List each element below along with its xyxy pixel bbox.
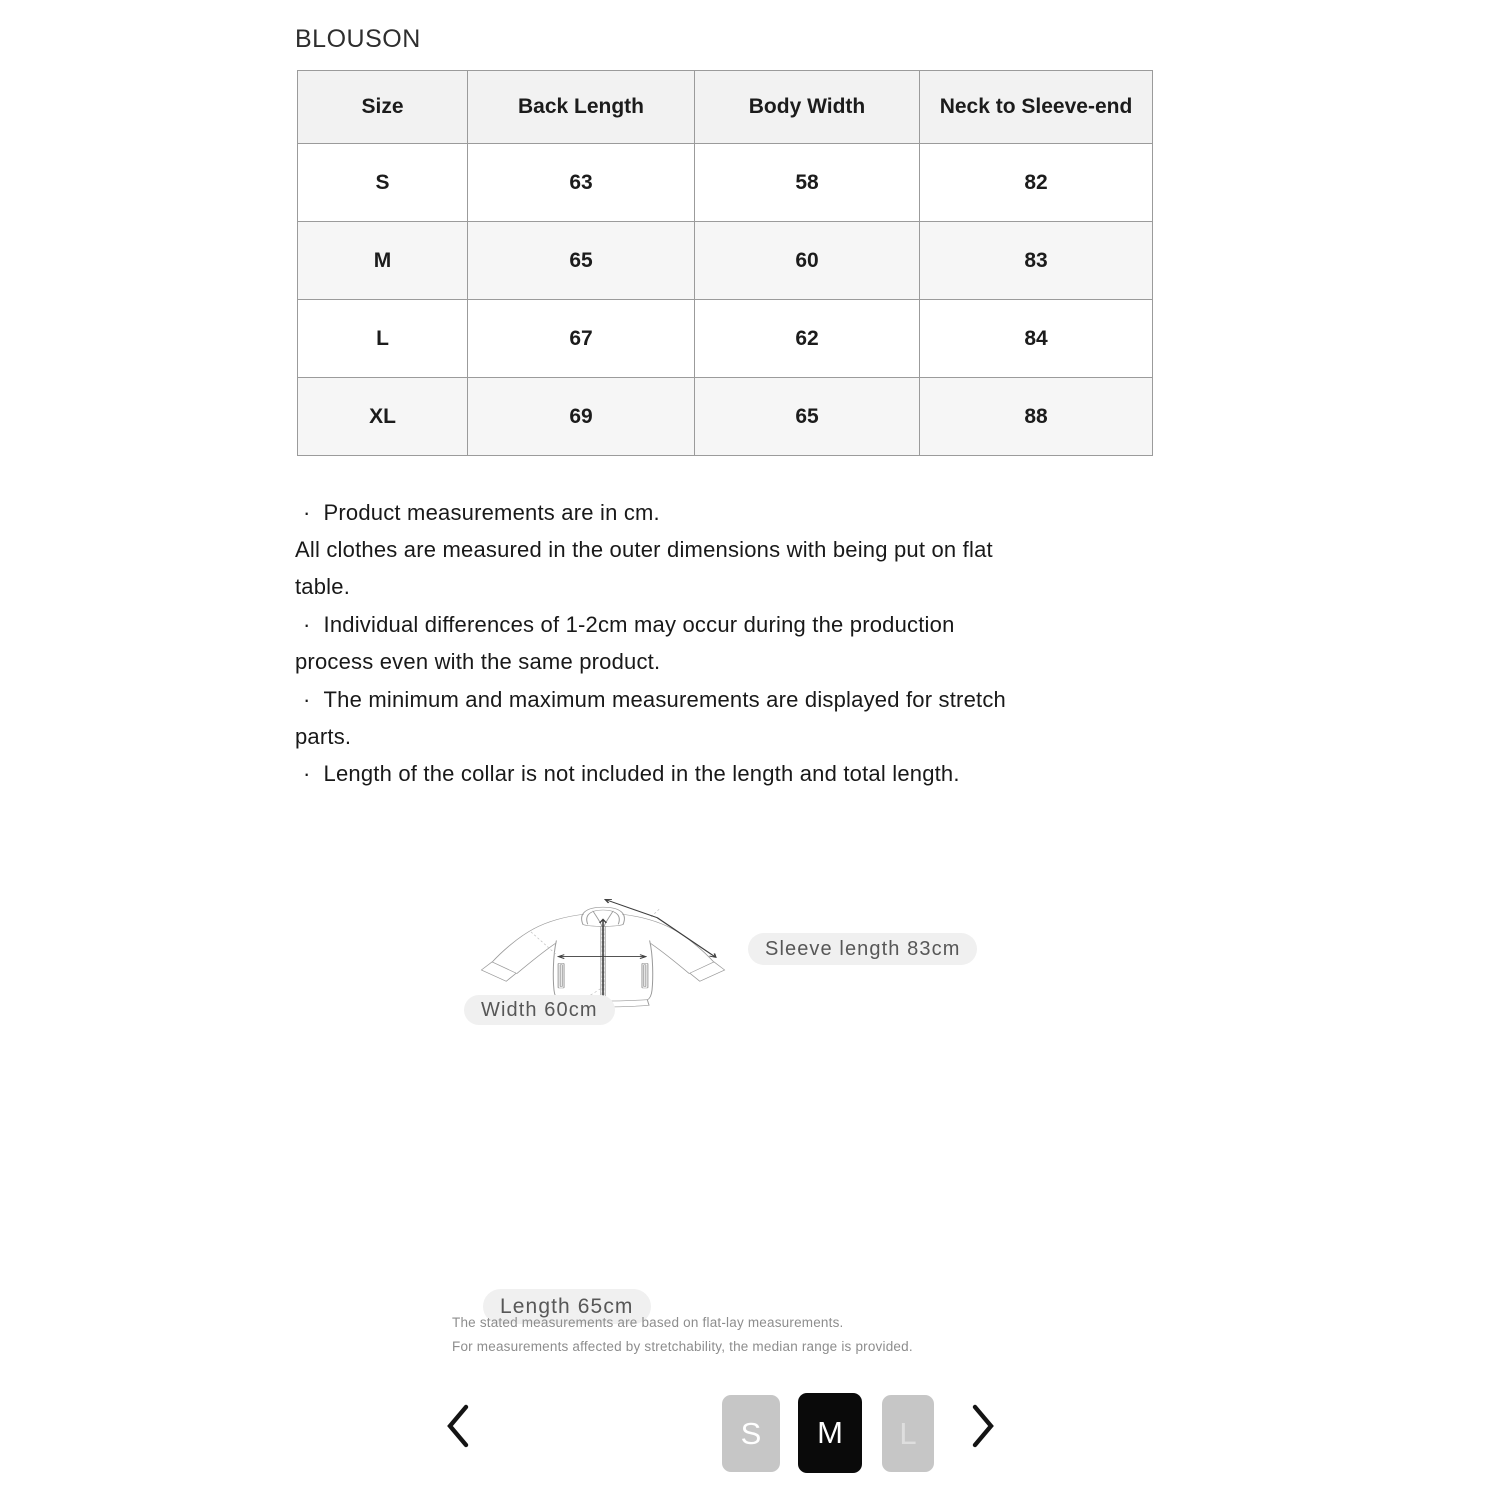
note-line <box>295 718 1006 755</box>
note-line <box>295 569 1006 606</box>
note-line <box>295 494 1006 531</box>
table-cell: 69 <box>468 378 695 456</box>
diagram-footnote <box>452 1311 913 1358</box>
length-label: Length 65cm <box>483 1289 651 1324</box>
sleeve-arrow <box>606 900 715 957</box>
table-cell: M <box>298 222 468 300</box>
size-table-header-cell: Size <box>298 71 468 144</box>
size-option-label: L <box>899 1415 917 1451</box>
table-cell: 88 <box>920 378 1153 456</box>
table-cell: 84 <box>920 300 1153 378</box>
next-size-button[interactable] <box>966 1400 1000 1452</box>
table-cell: 65 <box>468 222 695 300</box>
note-line <box>295 756 1006 793</box>
size-table-header-cell: Back Length <box>468 71 695 144</box>
size-table-header-row <box>298 71 1153 144</box>
bullet-dot: · <box>303 761 311 787</box>
table-row <box>298 222 1153 300</box>
sleeve-length-label: Sleeve length 83cm <box>748 933 977 965</box>
table-cell: 58 <box>695 144 920 222</box>
table-row <box>298 378 1153 456</box>
size-table-header-cell: Neck to Sleeve-end <box>920 71 1153 144</box>
table-cell: 62 <box>695 300 920 378</box>
size-table-header-cell: Body Width <box>695 71 920 144</box>
note-text: parts. <box>295 724 352 750</box>
note-text: Product measurements are in cm. <box>323 499 660 525</box>
table-row <box>298 144 1153 222</box>
table-cell: 67 <box>468 300 695 378</box>
size-option-label: M <box>817 1415 843 1450</box>
note-text: process even with the same product. <box>295 649 661 675</box>
bullet-dot: · <box>303 686 311 712</box>
table-cell: 82 <box>920 144 1153 222</box>
note-text: The minimum and maximum measurements are displayed for stretch <box>323 686 1006 712</box>
prev-size-button[interactable] <box>441 1400 475 1452</box>
note-line <box>295 606 1006 643</box>
measurement-notes <box>295 494 1006 793</box>
bullet-dot: · <box>303 611 311 637</box>
bullet-dot: · <box>303 499 311 525</box>
page-title: BLOUSON <box>295 25 421 53</box>
size-option-m[interactable] <box>798 1393 862 1473</box>
table-cell: 63 <box>468 144 695 222</box>
note-line <box>295 531 1006 568</box>
table-cell: XL <box>298 378 468 456</box>
table-row <box>298 300 1153 378</box>
note-line <box>295 681 1006 718</box>
note-text: Individual differences of 1-2cm may occur during the production <box>323 611 955 637</box>
chevron-right-icon <box>970 1404 996 1448</box>
table-cell: 65 <box>695 378 920 456</box>
size-option-label: S <box>740 1415 762 1451</box>
size-option-s[interactable] <box>722 1395 780 1472</box>
table-cell: 83 <box>920 222 1153 300</box>
table-cell: L <box>298 300 468 378</box>
size-option-l[interactable] <box>882 1395 934 1472</box>
note-text: Length of the collar is not included in the length and total length. <box>323 761 960 787</box>
note-line <box>295 644 1006 681</box>
footnote-line: For measurements affected by stretchability, the median range is provided. <box>452 1338 913 1354</box>
footnote-line: The stated measurements are based on flat-lay measurements. <box>452 1315 844 1330</box>
note-text: All clothes are measured in the outer dimensions with being put on flat <box>295 537 993 563</box>
table-cell: S <box>298 144 468 222</box>
chevron-left-icon <box>445 1404 471 1448</box>
body-width-label: Width 60cm <box>464 995 615 1025</box>
note-text: table. <box>295 574 351 600</box>
size-table <box>297 70 1153 456</box>
table-cell: 60 <box>695 222 920 300</box>
